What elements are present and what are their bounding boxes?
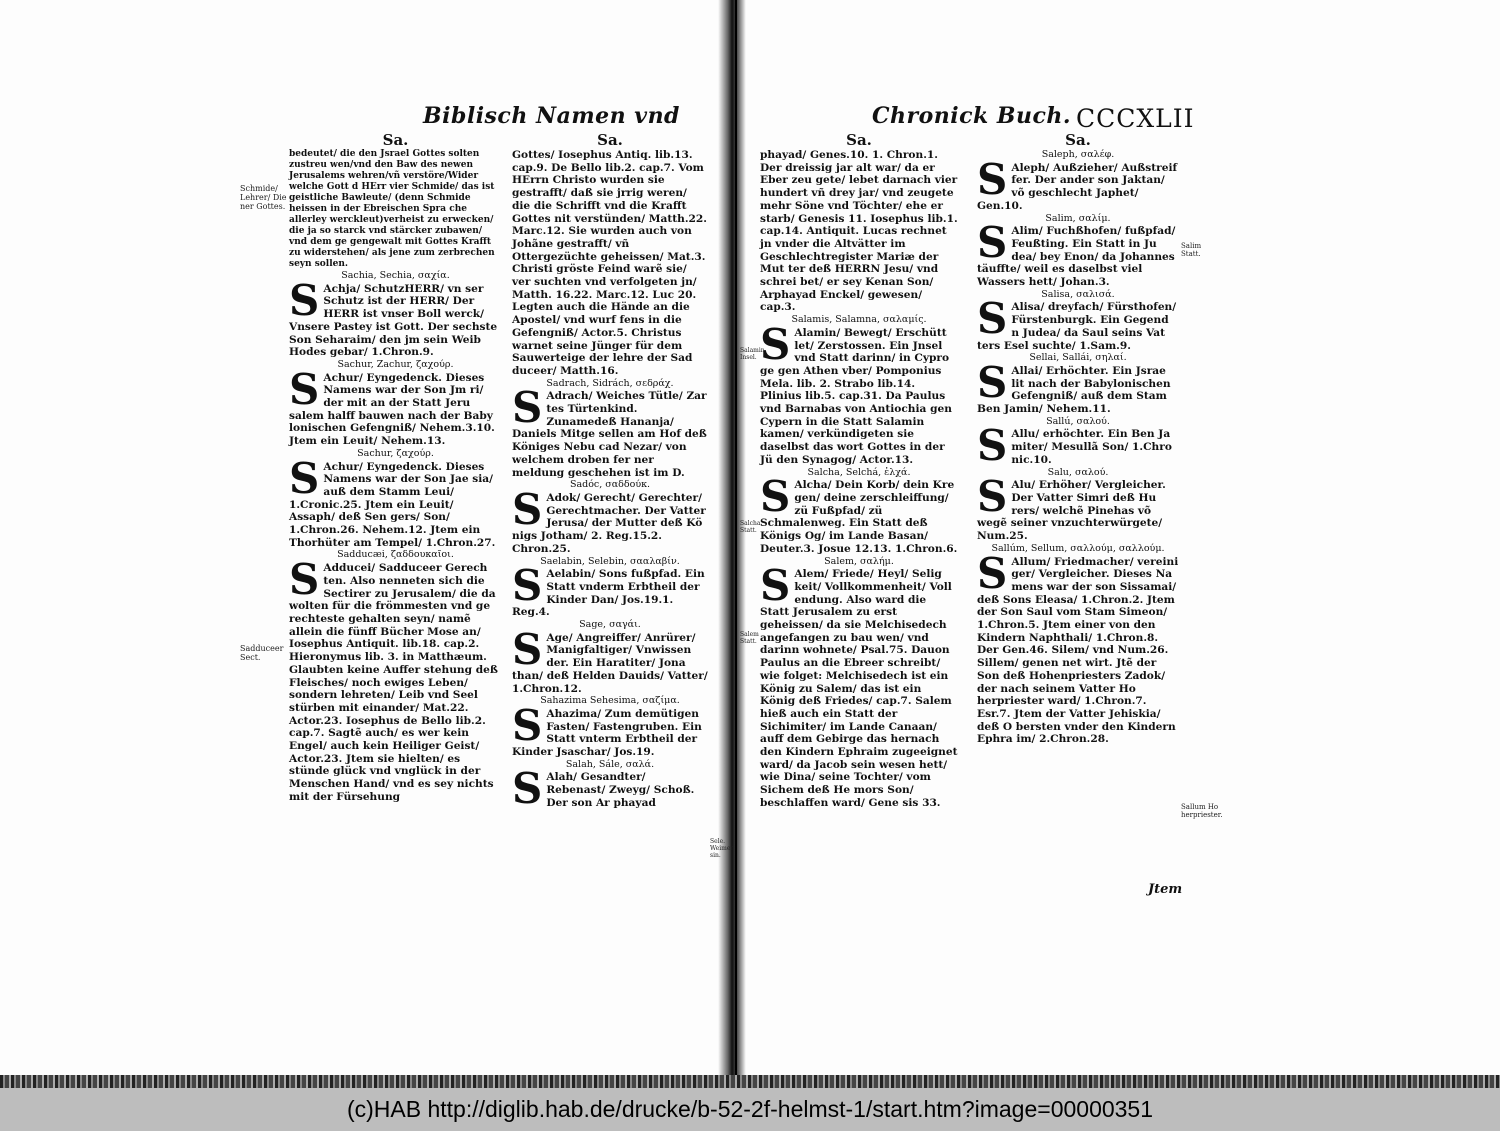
entry-text-saelabin: Aelabin/ Sons fußpfad. Ein Statt vnderm Erbtheil der Kinder Dan/ Jos.19.1. Reg.4. (512, 568, 705, 619)
entry-text-sachur-1: Achur/ Eyngedenck. Dieses Namens war der Son Jm ri/ der mit an der Statt Jeru salem halff bauwen nach der Baby lonischen Gefengniß/ Nehem.3.10. Jtem ein Leuit/ Nehem.13. (289, 371, 495, 448)
entry-intro-text-2: Gottes/ Iosephus Antiq. lib.13. cap.9. De Bello lib.2. cap.7. Vom HErrn Christo wurden sie gestrafft/ daß sie jrrig weren/ die die Schrifft vnd die Krafft Gottes nit verstünden/ Matth.22. Marc.12. Sie wurden auch von Johãne gestrafft/ vñ Ottergezüchte geheissen/ Mat.3. Christi gröste Feind warẽ sie/ ver suchten vnd verfolgeten jn/ Matth. 16.22. Marc.12. Luc 20. Legten auch die Hände an die Apostel/ vnd wurf fens in die Gefengniß/ Actor.5. Christus warnet seine Jünger für dem Sauwerteige der lehre der Sad duceer/ Matth.16. (512, 149, 707, 377)
margin-note-schmide: Schmide/ Lehrer/ Die ner Gottes. (240, 184, 287, 211)
entry-heading-salu: Salu, σαλού. (1047, 466, 1109, 478)
drop-cap: S (977, 154, 1008, 204)
drop-cap: S (512, 561, 543, 611)
section-letter: Sa. (382, 131, 409, 149)
book-gutter (718, 0, 746, 1085)
entry-heading-sellai: Sellai, Sallái, σηλαί. (1029, 352, 1127, 364)
left-running-title: Biblisch Namen vnd (423, 103, 680, 129)
drop-cap: S (977, 218, 1008, 268)
margin-note-salim: Salim Statt. (1181, 242, 1202, 258)
column-4 (977, 132, 1179, 746)
entry-text-saleph: Aleph/ Außzieher/ Außstreif fer. Der ander son Jaktan/ võ geschlecht Japhet/ Gen.10. (977, 161, 1178, 212)
right-running-title: Chronick Buch. (872, 103, 1072, 129)
entry-heading-salem: Salem, σαλήμ. (824, 555, 894, 567)
entry-text-sadrach: Adrach/ Weiches Tütle/ Zar tes Türtenkind. Zunamedeß Hananja/ Daniels Mitge sellen am Hof deß Königes Nebu cad Nezar/ von welchem droben fer ner meldung geschehen ist im D. (512, 390, 707, 479)
column-3 (760, 132, 958, 810)
drop-cap: S (289, 555, 320, 605)
section-letter: Sa. (846, 131, 872, 149)
entry-text-salu: Alu/ Erhöher/ Vergleicher. Der Vatter Simri deß Hu rers/ welchẽ Pinehas võ wegẽ seiner vnzuchterwürgete/ Num.25. (977, 479, 1166, 543)
entry-heading-sadducaei: Sadducæi, ζαδδουκαῖοι. (337, 549, 454, 561)
entry-text-salah: Alah/ Gesandter/ Rebenast/ Zweyg/ Schoß. Der son Ar phayad (546, 771, 695, 809)
entry-text-sallu: Allu/ erhöchter. Ein Ben Ja miter/ Mesullã Son/ 1.Chro nic.10. (1011, 428, 1172, 466)
entry-text-salamis: Alamin/ Bewegt/ Erschütt let/ Zerstossen. Ein Jnsel vnd Statt darinn/ in Cypro ge gen Athen vber/ Pomponius Mela. lib. 2. Strabo lib.14. Plinius lib.5. cap.31. Da Paulus vnd Barnabas von Antiochia gen Cypern in die Statt Salamin kamen/ verkündigeten sie daselbst das wort Gottes in der Jü den Synagog/ Actor.13. (760, 326, 952, 466)
margin-note-salamis: Salamin Insel. (740, 347, 765, 361)
entry-text-salem: Alem/ Friede/ Heyl/ Selig keit/ Vollkommenheit/ Voll endung. Also ward die Statt Jerusalem zu erst geheissen/ da sie Melchisedech angefangen zu bau wen/ vnd darinn wohnete/ Psal.75. Dauon Paulus an die Ebreer schreibt/ wie folget: Melchisedech ist ein König zu Salem/ das ist ein König deß Friedes/ cap.7. Salem hieß auch ein Statt der Sichimiter/ im Lande Canaan/ auff dem Gebirge das hernach den Kindern Ephraim zugeeignet ward/ da Jacob sein wesen hett/ wie Dina/ seine Tochter/ vom Sichem deß He mors Son/ beschlaffen ward/ Gene sis 33. (760, 568, 958, 809)
entry-heading-sallum: Sallúm, Sellum, σαλλούμ, σαλλούμ. (991, 542, 1165, 554)
entry-heading-salamis: Salamis, Salamna, σαλαμίς. (791, 314, 927, 326)
entry-text-sachia: Achja/ SchutzHERR/ vn ser Schutz ist der HERR/ Der HERR ist vnser Boll werck/ Vnsere Pastey ist Gott. Der sechste Son Seharaim/ den jm sein Weib Hodes gebar/ 1.Chron.9. (289, 282, 498, 359)
margin-note-salem: Salem Statt. (740, 631, 759, 645)
drop-cap: S (289, 364, 320, 414)
entry-text-sadoc: Adok/ Gerecht/ Gerechter/ Gerechtmacher. Der Vatter Jerusa/ der Mutter deß Kö nigs Jotham/ 2. Reg.15.2. Chron.25. (512, 491, 706, 555)
entry-heading-sadrach: Sadrach, Sidrách, σεδράχ. (546, 377, 674, 389)
entry-intro-text-3: phayad/ Genes.10. 1. Chron.1. Der dreissig jar alt war/ da er Eber zeu gete/ lebet darnach vier hundert vñ drey jar/ vnd zeugete mehr Söne vnd Töchter/ ehe er starb/ Genesis 11. Iosephus lib.1. cap.14. Antiquit. Lucas rechnet jn vnder die Altvätter im Geschlechtregister Mariæ der Mut ter deß HERRN Jesu/ vnd schrei bet/ er sey Kenan Son/ Arphayad Enckel/ gewesen/ cap.3. (760, 149, 958, 314)
drop-cap: S (977, 294, 1008, 344)
copyright-footer (0, 1088, 1500, 1131)
drop-cap: S (977, 472, 1008, 522)
section-letter: Sa. (1065, 131, 1091, 149)
entry-heading-sahazima: Sahazima Sehesima, σαζίμα. (540, 695, 680, 707)
entry-heading-salim: Salim, σαλίμ. (1045, 212, 1111, 224)
entry-text-sadducaei: Adducei/ Sadduceer Gerech ten. Also nenneten sich die Sectirer zu Jerusalem/ die da wolten für die frömmesten vnd ge rechteste gehalten seyn/ namẽ allein die fünff Bücher Mose an/ Iosephus Antiquit. lib.18. cap.2. Hieronymus lib. 3. in Matthæum. Glaubten keine Auffer stehung deß Fleisches/ noch ewiges Leben/ sondern lehreten/ Leib vnd Seel stürben mit einander/ Mat.22. Actor.23. Iosephus de Bello lib.2. cap.7. Sagtẽ auch/ es wer kein Engel/ auch kein Heiliger Geist/ Actor.23. Jtem sie hielten/ es stünde glück vnd vnglück in der Menschen Hand/ vnd es sey nichts mit der Fürsehung (289, 562, 498, 803)
entry-text-sahazima: Ahazima/ Zum demütigen Fasten/ Fastengruben. Ein Statt vnterm Erbtheil der Kinder Jsaschar/ Jos.19. (512, 707, 702, 759)
margin-note-salcha: Salcha Statt. (740, 520, 761, 534)
column-1 (289, 132, 502, 804)
entry-text-salisa: Alisa/ dreyfach/ Fürsthofen/ Fürstenburgk. Ein Gegend n Judea/ da Saul seins Vat ters Esel suchte/ 1.Sam.9. (977, 301, 1177, 352)
drop-cap: S (289, 275, 320, 325)
page-edge-strip (0, 1075, 1500, 1089)
page-number: CCCXLII (1076, 104, 1195, 133)
entry-text-sachur-2: Achur/ Eyngedenck. Dieses Namens war der Son Jae sia/ auß dem Stamm Leui/ 1.Cronic.25. Jtem ein Leuit/ Assaph/ deß Sen gers/ Son/ 1.Chron.26. Nehem.12. Jtem ein Thorhüter am Tempel/ 1.Chron.27. (289, 460, 496, 549)
copyright-link[interactable]: (c)HAB http://diglib.hab.de/drucke/b-52-2f-helmst-1/start.htm?image=00000351 (346, 1096, 1154, 1122)
entry-text-sage: Age/ Angreiffer/ Anrürer/ Manigfaltiger/ Vnwissen der. Ein Haratiter/ Jona than/ deß Helden Dauids/ Vatter/ 1.Chron.12. (512, 631, 708, 695)
entry-heading-salisa: Salisa, σαλισά. (1041, 288, 1115, 300)
drop-cap: S (977, 548, 1008, 598)
column-2 (512, 131, 708, 814)
entry-heading-saelabin: Saelabin, Selebin, σααλαβίν. (540, 555, 680, 567)
entry-text-sallum: Allum/ Friedmacher/ vereini ger/ Vergleicher. Dieses Na mens war der son Sissamai/ deß Sons Eleasa/ 1.Chron.2. Jtem der Son Saul vom Stam Simeon/ 1.Chron.5. Jtem einer von den Kindern Naphthali/ 1.Chron.8. Der Gen.46. Silem/ vnd Num.26. Sillem/ genen net wirt. Jtẽ der Son deß Hohenpriesters Zadok/ der nach seinem Vatter Ho herpriester ward/ 1.Chron.7. Esr.7. Jtem der Vatter Jehiskia/ deß O bersten vnder den Kindern Ephra im/ 2.Chron.28. (977, 555, 1179, 746)
entry-heading-salah: Salah, Sále, σαλά. (565, 758, 655, 770)
drop-cap: S (512, 383, 543, 433)
margin-note-sadduceer: Sadduceer Sect. (240, 644, 284, 662)
drop-cap: S (977, 357, 1008, 407)
entry-heading-saleph: Saleph, σαλέφ. (1041, 149, 1115, 160)
section-letter: Sa. (597, 131, 623, 149)
drop-cap: S (512, 484, 543, 534)
entry-text-sellai: Allai/ Erhöchter. Ein Jsrae lit nach der Babylonischen Gefengniß/ auß dem Stam Ben Jamin/ Nehem.11. (977, 364, 1171, 416)
drop-cap: S (760, 472, 791, 522)
gutter-shadow-line (735, 0, 737, 1080)
drop-cap: S (512, 624, 543, 674)
entry-heading-sadoc: Sadóc, σαδδούκ. (569, 479, 651, 491)
entry-heading-sachia: Sachia, Sechia, σαχία. (341, 270, 450, 281)
margin-note-sallum: Sallum Ho herpriester. (1181, 803, 1223, 819)
catchword: Jtem (1148, 882, 1183, 897)
entry-heading-sachur: Sachur, Zachur, ζαχούρ. (337, 358, 454, 370)
entry-heading-salcha: Salcha, Selchá, ἐλχά. (807, 466, 911, 478)
entry-heading-sachur-2: Sachur, ζαχούρ. (357, 447, 434, 459)
drop-cap: S (512, 764, 543, 814)
entry-heading-sallu: Sallú, σαλού. (1046, 415, 1110, 427)
drop-cap: S (512, 700, 543, 750)
drop-cap: S (977, 421, 1008, 471)
drop-cap: S (760, 561, 791, 611)
entry-heading-sage: Sage, σαγάι. (579, 619, 641, 631)
margin-note-salah: Sele. Weimer sin. (710, 838, 734, 859)
entry-intro-text: bedeutet/ die den Jsrael Gottes solten zustreu wen/vnd den Baw des newen Jerusalems wehren/vñ verstöre/Wider welche Gott d HErr vier Schmide/ das ist geistliche Bawleute/ (denn Schmide heissen in der Ebreischen Spra che allerley werckleut)verheist zu erwecken/ die ja so starck vnd stärcker zubawen/ vnd dem ge gengewalt mit Gottes Krafft zu widerstehen/ als jene zum zerbrechen seyn sollen. (289, 149, 495, 269)
entry-text-salim: Alim/ Fuchßhofen/ fußpfad/ Feußting. Ein Statt in Ju dea/ bey Enon/ da Johannes täuffte/ weil es daselbst viel Wassers hett/ Johan.3. (977, 225, 1176, 289)
drop-cap: S (760, 319, 791, 369)
drop-cap: S (289, 453, 320, 503)
entry-text-salcha: Alcha/ Dein Korb/ dein Kre gen/ deine zerschleiffung/ zü Fußpfad/ zü Schmalenweg. Ein Statt deß Königs Og/ im Lande Basan/ Deuter.3. Josue 12.13. 1.Chron.6. (760, 479, 958, 555)
